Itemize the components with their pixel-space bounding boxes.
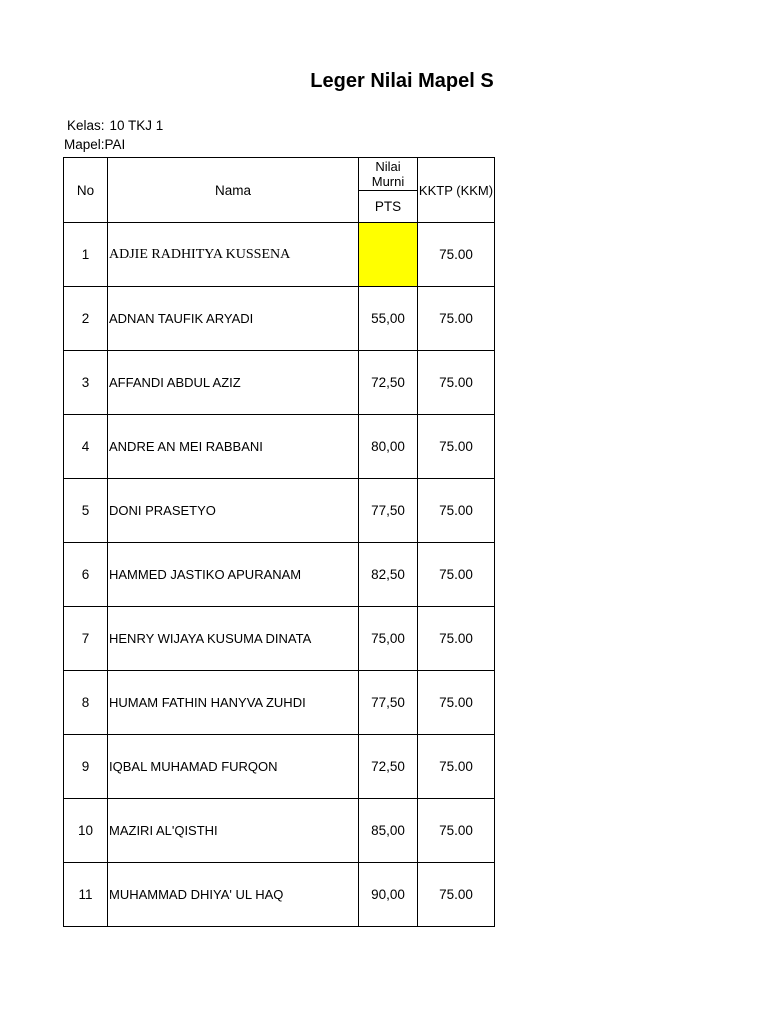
cell-no: 7 bbox=[64, 607, 108, 671]
header-no: No bbox=[64, 158, 108, 223]
cell-kktp: 75.00 bbox=[418, 607, 495, 671]
table-row bbox=[64, 799, 495, 863]
table-row bbox=[64, 479, 495, 543]
cell-no: 1 bbox=[64, 223, 108, 287]
table-header-row bbox=[64, 158, 495, 191]
cell-kktp: 75.00 bbox=[418, 223, 495, 287]
cell-no: 6 bbox=[64, 543, 108, 607]
cell-pts: 55,00 bbox=[359, 287, 418, 351]
cell-nama: AFFANDI ABDUL AZIZ bbox=[108, 351, 359, 415]
table-row bbox=[64, 415, 495, 479]
cell-kktp: 75.00 bbox=[418, 351, 495, 415]
table-row bbox=[64, 671, 495, 735]
cell-kktp: 75.00 bbox=[418, 671, 495, 735]
header-nilai-murni: Nilai Murni bbox=[359, 158, 418, 191]
table-body bbox=[64, 223, 495, 927]
cell-pts: 75,00 bbox=[359, 607, 418, 671]
cell-nama: MAZIRI AL'QISTHI bbox=[108, 799, 359, 863]
cell-pts: 72,50 bbox=[359, 351, 418, 415]
cell-kktp: 75.00 bbox=[418, 287, 495, 351]
cell-nama: IQBAL MUHAMAD FURQON bbox=[108, 735, 359, 799]
cell-kktp: 75.00 bbox=[418, 543, 495, 607]
cell-no: 10 bbox=[64, 799, 108, 863]
table-row bbox=[64, 543, 495, 607]
cell-pts: 85,00 bbox=[359, 799, 418, 863]
cell-pts: 90,00 bbox=[359, 863, 418, 927]
cell-pts: 77,50 bbox=[359, 671, 418, 735]
subject-label: Mapel: bbox=[64, 137, 105, 152]
cell-no: 11 bbox=[64, 863, 108, 927]
cell-kktp: 75.00 bbox=[418, 799, 495, 863]
cell-nama: HENRY WIJAYA KUSUMA DINATA bbox=[108, 607, 359, 671]
cell-kktp: 75.00 bbox=[418, 479, 495, 543]
cell-pts bbox=[359, 223, 418, 287]
cell-kktp: 75.00 bbox=[418, 415, 495, 479]
cell-nama: MUHAMMAD DHIYA' UL HAQ bbox=[108, 863, 359, 927]
cell-pts: 72,50 bbox=[359, 735, 418, 799]
cell-pts: 77,50 bbox=[359, 479, 418, 543]
grade-ledger-table bbox=[63, 157, 495, 927]
table-row bbox=[64, 607, 495, 671]
cell-pts: 80,00 bbox=[359, 415, 418, 479]
cell-nama: ADJIE RADHITYA KUSSENA bbox=[108, 223, 359, 287]
cell-kktp: 75.00 bbox=[418, 863, 495, 927]
header-kktp: KKTP (KKM) bbox=[418, 158, 495, 223]
cell-no: 8 bbox=[64, 671, 108, 735]
table-row bbox=[64, 287, 495, 351]
cell-nama: HUMAM FATHIN HANYVA ZUHDI bbox=[108, 671, 359, 735]
cell-pts: 82,50 bbox=[359, 543, 418, 607]
table-row bbox=[64, 351, 495, 415]
header-nama: Nama bbox=[108, 158, 359, 223]
cell-no: 5 bbox=[64, 479, 108, 543]
cell-no: 3 bbox=[64, 351, 108, 415]
class-value: 10 TKJ 1 bbox=[109, 118, 164, 133]
document-title: Leger Nilai Mapel S bbox=[310, 70, 494, 92]
header-pts: PTS bbox=[359, 191, 418, 223]
subject-info bbox=[64, 137, 125, 152]
cell-nama: HAMMED JASTIKO APURANAM bbox=[108, 543, 359, 607]
table-row bbox=[64, 223, 495, 287]
subject-value: PAI bbox=[104, 137, 126, 152]
cell-no: 9 bbox=[64, 735, 108, 799]
cell-nama: ANDRE AN MEI RABBANI bbox=[108, 415, 359, 479]
cell-no: 2 bbox=[64, 287, 108, 351]
cell-nama: DONI PRASETYO bbox=[108, 479, 359, 543]
cell-no: 4 bbox=[64, 415, 108, 479]
class-label: Kelas: bbox=[67, 118, 105, 133]
cell-kktp: 75.00 bbox=[418, 735, 495, 799]
table-row bbox=[64, 735, 495, 799]
table-row bbox=[64, 863, 495, 927]
cell-nama: ADNAN TAUFIK ARYADI bbox=[108, 287, 359, 351]
class-info bbox=[67, 118, 163, 133]
